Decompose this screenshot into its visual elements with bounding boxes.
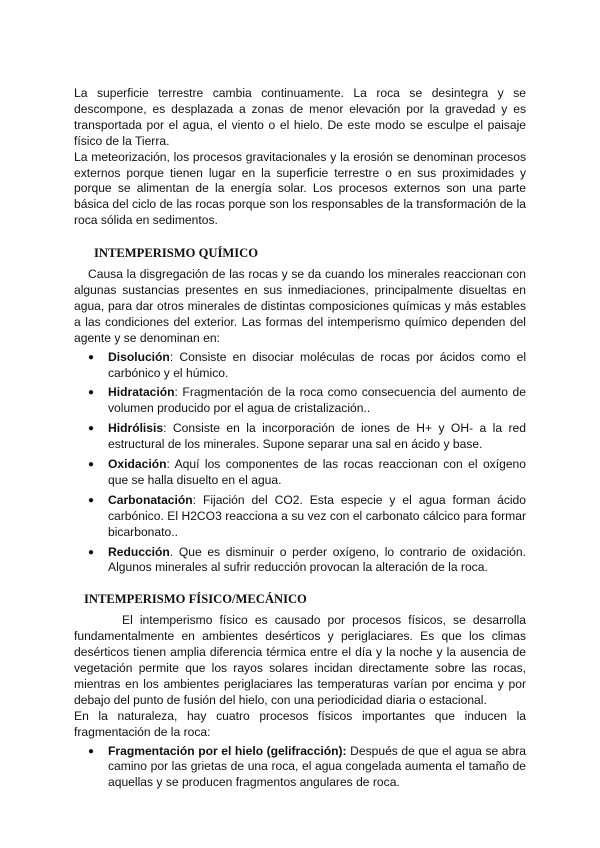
intro-paragraph-2: La meteorización, los procesos gravitacionales y la erosión se denominan procesos externos porque tienen lugar en la superficie terrestre o en sus proximidades y porque se alimentan de la energía solar. Los procesos externos son una parte básica del ciclo de las rocas porque son los responsables de la transformación de la roca sólida en sedimentos. (74, 149, 526, 228)
bullet-icon: ● (88, 351, 95, 363)
list-item (74, 545, 526, 577)
bullet-icon: ● (88, 423, 95, 435)
list-item-text: : Consiste en disociar moléculas de rocas por ácidos como el carbónico y el húmico. (108, 349, 526, 380)
bullet-icon: ● (88, 459, 95, 471)
list-item-term: Reducción (108, 544, 170, 559)
intro-paragraph-1: La superficie terrestre cambia continuamente. La roca se desintegra y se descompone, es desplazada a zonas de menor elevación por la gravedad y es transportada por el agua, el viento o el hielo. De este modo se esculpe el paisaje físico de la Tierra. (74, 86, 526, 148)
quimico-list (74, 350, 526, 577)
list-item (74, 457, 526, 489)
fisico-paragraph-2: En la naturaleza, hay cuatro procesos físicos importantes que inducen la fragmentación de la roca: (74, 708, 526, 739)
list-item (74, 744, 526, 792)
list-item (74, 493, 526, 541)
bullet-icon: ● (88, 494, 95, 506)
heading-intemperismo-quimico: INTEMPERISMO QUÍMICO (94, 246, 259, 261)
list-item-term: Carbonatación (108, 492, 193, 507)
bullet-icon: ● (88, 745, 95, 757)
list-item-term: Disolución (108, 349, 170, 364)
list-item-text: : Fragmentación de la roca como consecuencia del aumento de volumen producido por el agua de cristalización.. (108, 385, 526, 416)
list-item-text: : Aquí los componentes de las rocas reaccionan con el oxígeno que se halla disuelto en el agua. (108, 457, 526, 487)
quimico-intro-paragraph: Causa la disgregación de las rocas y se da cuando los minerales reaccionan con algunas sustancias presentes en sus inmediaciones, principalmente disueltas en agua, para dar otros minerales de distintas composiciones químicas y más estables a las condiciones del exterior. Las formas del intemperismo químico dependen del agente y se denominan en: (74, 267, 526, 345)
list-item (74, 350, 526, 382)
list-item-term: Oxidación (108, 457, 167, 472)
list-item-text: . Que es disminuir o perder oxígeno, lo contrario de oxidación. Algunos minerales al sufrir reducción provocan la alteración de la roca. (108, 544, 526, 575)
list-item-text: : Fijación del CO2. Esta especie y el agua forman ácido carbónico. El H2CO3 reacciona a su vez con el carbonato cálcico para formar bicarbonato.. (108, 492, 526, 539)
list-item-text: Después de que el agua se abra camino por las grietas de una roca, el agua congelada aumenta el tamaño de aquellas y se producen fragmentos angulares de roca. (108, 743, 526, 790)
list-item-term: Hidratación (108, 385, 175, 400)
bullet-icon: ● (88, 387, 95, 399)
list-item-term: Fragmentación por el hielo (gelifracción): (108, 743, 347, 758)
document-body (74, 86, 526, 795)
fisico-paragraph-1: El intemperismo físico es causado por procesos físicos, se desarrolla fundamentalmente en ambientes desérticos y periglaciares. Es que los climas desérticos tienen amplia diferencia térmica entre el día y la noche y la ausencia de vegetación permite que los rayos solares incidan directamente sobre las rocas, mientras en los ambientes periglaciares las temperaturas varían por encima y por debajo del punto de fusión del hielo, con una periodicidad diaria o estacional. (74, 613, 526, 707)
list-item-text: : Consiste en la incorporación de iones de H+ y OH- a la red estructural de los minerales. Supone separar una sal en ácido y base. (108, 421, 526, 452)
fisico-list (74, 744, 526, 792)
list-item-term: Hidrólisis (108, 421, 164, 436)
list-item (74, 385, 526, 417)
heading-intemperismo-fisico: INTEMPERISMO FÍSICO/MECÁNICO (84, 592, 307, 607)
bullet-icon: ● (88, 546, 95, 558)
list-item (74, 421, 526, 453)
